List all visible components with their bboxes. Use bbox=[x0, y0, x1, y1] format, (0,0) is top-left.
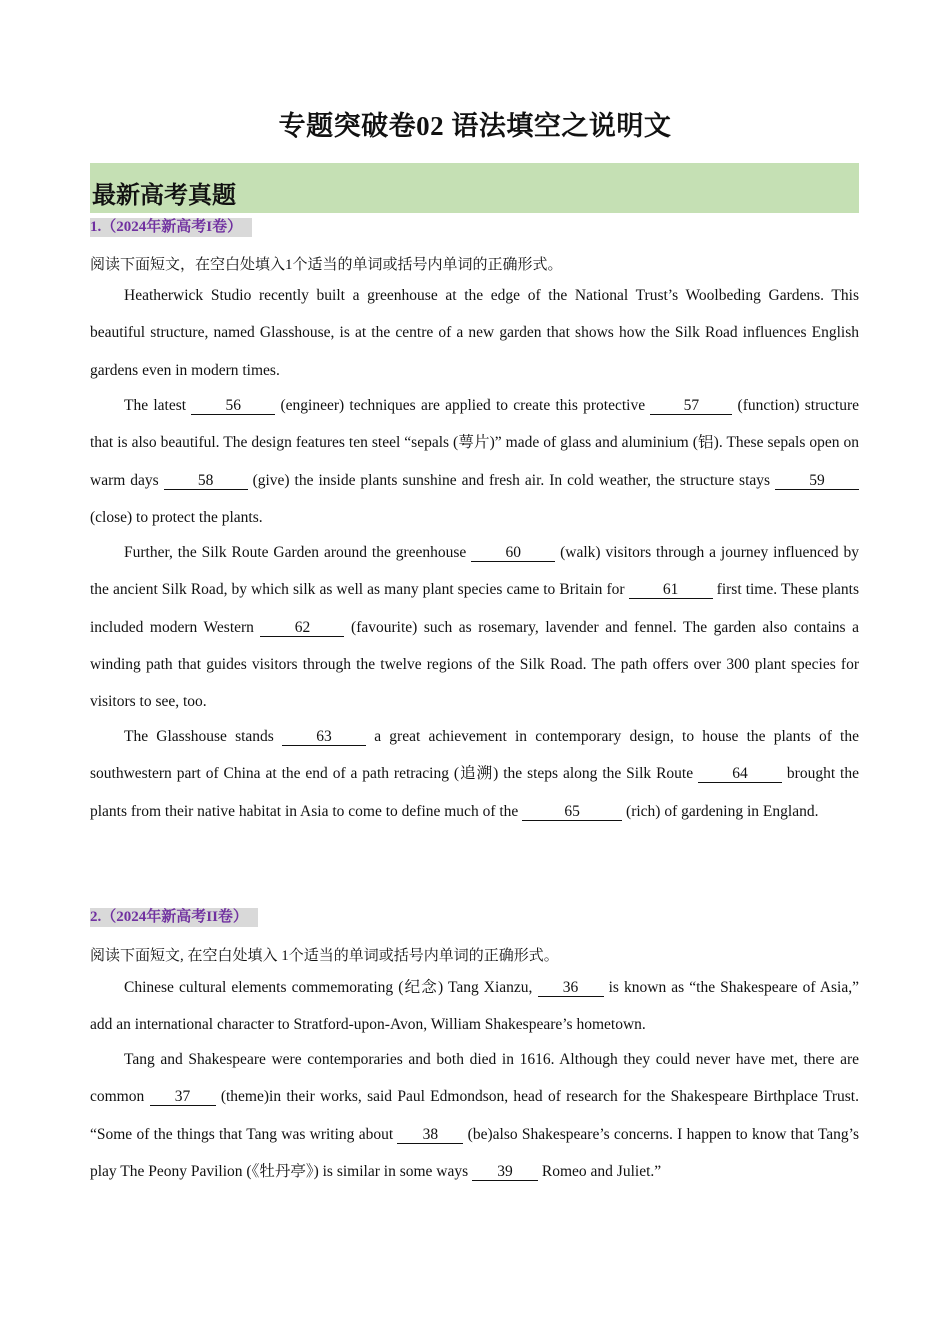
text: Tang and Shakespeare were contemporaries and both died in 1616. Although they could never have met, there are common bbox=[90, 1051, 859, 1106]
text: (engineer) techniques are applied to create this protective bbox=[275, 397, 651, 414]
blank-61[interactable]: 61 bbox=[629, 581, 713, 599]
text: is known as “the Shakespeare of Asia,” add an international character to Stratford-upon-Avon, William Shakespeare’s hometown. bbox=[90, 979, 859, 1034]
text: (favourite) such as rosemary, lavender and fennel. The garden also contains a winding path that guides visitors through the twelve regions of the Silk Road. The path offers over 300 plant species for visitors to see, too. bbox=[90, 618, 859, 711]
text: (close) to protect the plants. bbox=[90, 508, 263, 526]
question-2-instruction: 阅读下面短文, 在空白处填入 1个适当的单词或括号内单词的正确形式。 bbox=[90, 948, 559, 964]
blank-57[interactable]: 57 bbox=[650, 397, 732, 415]
blank-36[interactable]: 36 bbox=[538, 979, 604, 997]
text: brought the plants from their native habitat in Asia to come to define much of the bbox=[90, 765, 859, 820]
text: (rich) of gardening in England. bbox=[622, 802, 819, 820]
q2-paragraph-2 bbox=[90, 1041, 859, 1190]
section-title: 最新高考真题 bbox=[92, 183, 236, 209]
q1-paragraph-1: Heatherwick Studio recently built a greenhouse at the edge of the National Trust’s Woolbeding Gardens. This beautiful structure, named Glasshouse, is at the centre of a new garden that shows how the Silk Road influences English gardens even in modern times. bbox=[90, 287, 859, 379]
q1-paragraph-2 bbox=[90, 387, 859, 536]
text: (walk) visitors through a journey influenced by the ancient Silk Road, by which silk as well as many plant species came to Britain for bbox=[90, 544, 859, 599]
text: (theme)in their works, said Paul Edmondson, head of research for the Shakespeare Birthplace Trust. “Some of the things that Tang was writing about bbox=[90, 1088, 859, 1143]
blank-64[interactable]: 64 bbox=[698, 765, 782, 783]
question-1-tag: 1.（2024年新高考I卷） bbox=[90, 218, 252, 237]
blank-38[interactable]: 38 bbox=[397, 1126, 463, 1144]
blank-59[interactable]: 59 bbox=[775, 472, 859, 490]
blank-65[interactable]: 65 bbox=[522, 803, 622, 821]
blank-62[interactable]: 62 bbox=[260, 619, 344, 637]
text: (be)also Shakespeare’s concerns. I happen to know that Tang’s play The Peony Pavilion (《牡丹亭》) is similar in some ways bbox=[90, 1125, 859, 1180]
blank-58[interactable]: 58 bbox=[164, 472, 248, 490]
question-1-instruction: 阅读下面短文，在空白处填入1个适当的单词或括号内单词的正确形式。 bbox=[90, 257, 563, 273]
text: a great achievement in contemporary design, to house the plants of the southwestern part of China at the end of a path retracing (追溯) the steps along the Silk Route bbox=[90, 728, 859, 783]
text: Further, the Silk Route Garden around the greenhouse bbox=[124, 544, 472, 561]
text: first time. These plants included modern Western bbox=[90, 581, 859, 636]
blank-37[interactable]: 37 bbox=[150, 1088, 216, 1106]
q1-paragraph-3 bbox=[90, 534, 859, 720]
text: The Glasshouse stands bbox=[124, 728, 283, 745]
q2-paragraph-1 bbox=[90, 969, 859, 1044]
blank-63[interactable]: 63 bbox=[282, 728, 366, 746]
section-header bbox=[90, 163, 859, 213]
q1-paragraph-4 bbox=[90, 718, 859, 830]
text: The latest bbox=[124, 397, 192, 414]
blank-39[interactable]: 39 bbox=[472, 1163, 538, 1181]
text: (function) structure that is also beautiful. The design features ten steel “sepals (萼片)” made of glass and aluminium (铝). These sepals open on warm days bbox=[90, 397, 859, 489]
text: Romeo and Juliet.” bbox=[538, 1162, 662, 1180]
text: (give) the inside plants sunshine and fresh air. In cold weather, the structure stays bbox=[247, 471, 776, 489]
page-title: 专题突破卷02 语法填空之说明文 bbox=[278, 111, 672, 141]
text: Chinese cultural elements commemorating (纪念) Tang Xianzu, bbox=[124, 979, 538, 996]
blank-60[interactable]: 60 bbox=[471, 544, 555, 562]
blank-56[interactable]: 56 bbox=[191, 397, 275, 415]
question-2-tag: 2.（2024年新高考II卷） bbox=[90, 908, 258, 927]
